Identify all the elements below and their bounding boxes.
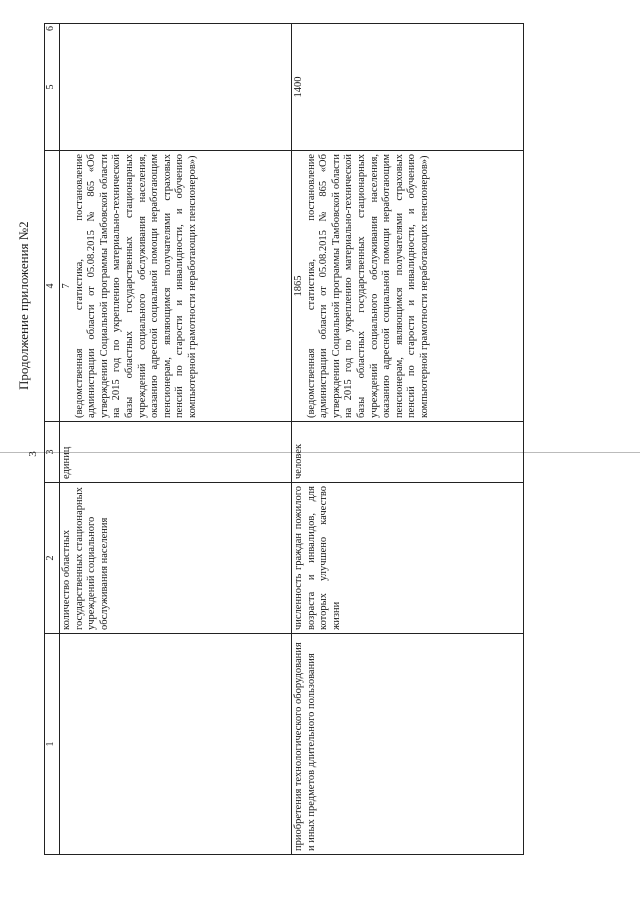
row2-col4 — [292, 151, 524, 422]
col-header-5: 5 — [45, 84, 56, 90]
row1-col1 — [60, 634, 292, 855]
row1-col4-value: 7 — [61, 283, 72, 289]
row1-col5 — [60, 24, 292, 151]
col-header-3: 3 — [45, 422, 60, 483]
row2-col1: приобретения технологического оборудования и иных предметов длительного пользования — [292, 634, 524, 855]
table-row — [292, 24, 524, 855]
row1-col4 — [60, 151, 292, 422]
page-header: Продолжение приложения №2 — [16, 221, 31, 390]
appendix-table — [44, 23, 524, 855]
row2-col2: численность граждан пожилого возраста и инвалидов, для которых улучшено качество жизни — [292, 483, 524, 634]
row2-col4-value: 1865 — [293, 275, 304, 297]
row2-col3: человек — [292, 422, 524, 483]
col-header-2: 2 — [45, 483, 60, 634]
row1-col2: количество областных государственных стационарных учреждений социального обслуживания населения — [60, 483, 292, 634]
page-number: 3 — [26, 451, 39, 457]
row2-col5: 1400 — [292, 24, 524, 151]
column-number-row — [45, 24, 60, 855]
col-header-1: 1 — [45, 634, 60, 855]
row2-col4-text: (ведомственная статистика, постановление администрации области от 05.08.2015 № 865 «Об утверждении Социальной программы Тамбовской области на 2015 год по укреплению материально-технической базы областных государственных стационарных учреждений социального обслуживания населения, оказанию адресной социальной помощи неработающим пенсионерам, являющимся получателями страховых пенсий по старости и инвалидности, и обучению компьютерной грамотности неработающих пенсионеров») — [305, 154, 430, 418]
row1-col4-text: (ведомственная статистика, постановление администрации области от 05.08.2015 № 865 «Об утверждении Социальной программы Тамбовской области на 2015 год по укреплению материально-технической базы областных государственных стационарных учреждений социального обслуживания населения, оказанию адресной социальной помощи неработающим пенсионерам, являющимся получателями страховых пенсий по старости и инвалидности, и обучению компьютерной грамотности неработающих пенсионеров») — [73, 154, 198, 418]
col-header-4: 4 — [45, 151, 60, 422]
col-header-5-6 — [45, 24, 60, 151]
col-header-6: 6 — [45, 26, 56, 31]
table-row — [60, 24, 292, 855]
row1-col3: единиц — [60, 422, 292, 483]
